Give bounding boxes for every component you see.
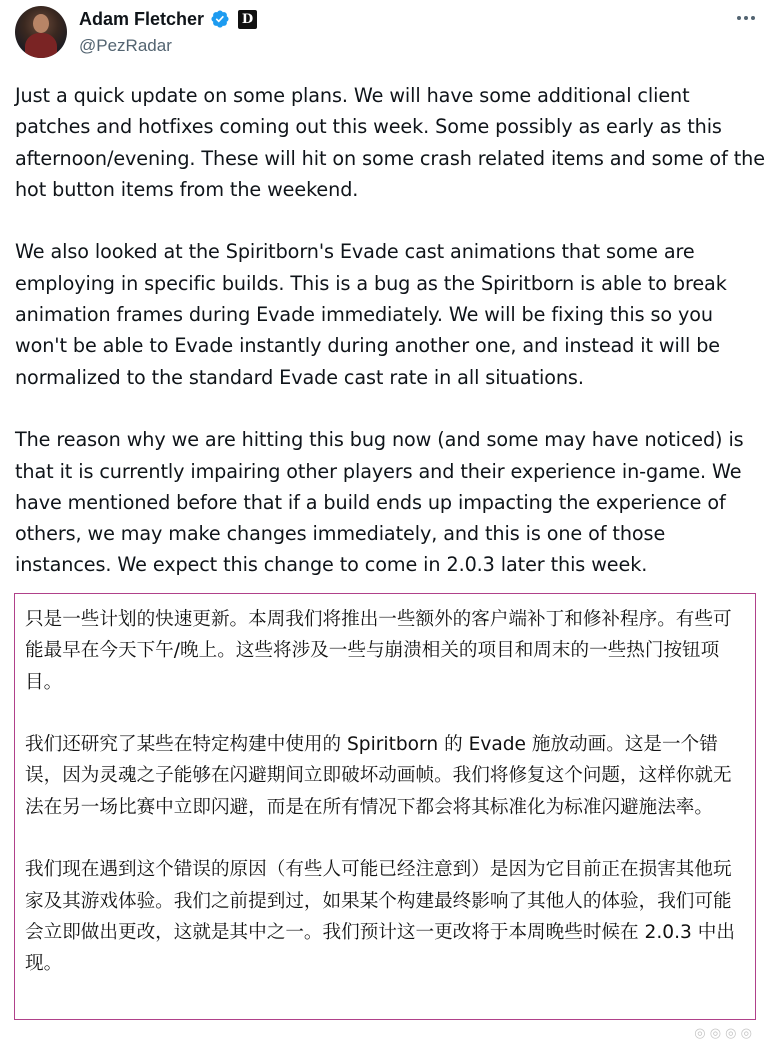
more-dot [737, 16, 741, 20]
translation-paragraph: 我们现在遇到这个错误的原因（有些人可能已经注意到）是因为它目前正在损害其他玩家及其游戏体验。我们之前提到过，如果某个构建最终影响了其他人的体验，我们可能会立即做出更改，这就是其中之一。我们预计这一更改将于本周晚些时候在 2.0.3 中出现。 [25, 859, 735, 975]
more-options-icon[interactable] [733, 8, 759, 28]
author-name[interactable]: Adam Fletcher [79, 8, 205, 29]
avatar-torso [25, 33, 57, 58]
watermark: ◎ ◎ ◎ ◎ [694, 1026, 752, 1041]
tweet-text [15, 80, 765, 581]
translation-paragraph: 我们还研究了某些在特定构建中使用的 Spiritborn 的 Evade 施放动画。这是一个错误，因为灵魂之子能够在闪避期间立即破坏动画帧。我们将修复这个问题，这样你就无法在另一场比赛中立即闪避，而是在所有情况下都会将其标准化为标准闪避施法率。 [25, 734, 732, 818]
more-dot [751, 16, 755, 20]
author-name-row [79, 7, 257, 31]
tweet-paragraph: We also looked at the Spiritborn's Evade cast animations that some are employing in specific builds. This is a bug as the Spiritborn is able to break animation frames during Evade immediately. We will be fixing this so you won't be able to Evade instantly during another one, and instead it will be normalized to the standard Evade cast rate in all situations. [15, 240, 727, 389]
avatar-head [33, 14, 49, 33]
translation-paragraph: 只是一些计划的快速更新。本周我们将推出一些额外的客户端补丁和修补程序。有些可能最早在今天下午/晚上。这些将涉及一些与崩溃相关的项目和周末的一些热门按钮项目。 [25, 609, 732, 693]
tweet-header [0, 0, 780, 70]
translation-box [14, 593, 756, 1020]
tweet-paragraph: Just a quick update on some plans. We will have some additional client patches and hotfixes coming out this week. Some possibly as early as this afternoon/evening. These will hit on some crash related items and some of the hot button items from the weekend. [15, 84, 765, 201]
author-handle[interactable]: @PezRadar [79, 36, 172, 55]
tweet-paragraph: The reason why we are hitting this bug now (and some may have noticed) is that it is currently impairing other players and their experience in-game. We have mentioned before that if a build ends up impacting the experience of others, we may make changes immediately, and this is one of those instances. We expect this change to come in 2.0.3 later this week. [15, 428, 744, 577]
more-dot [744, 16, 748, 20]
verified-badge-icon [210, 9, 230, 29]
affiliation-badge-icon[interactable]: D [238, 10, 257, 29]
avatar[interactable] [15, 6, 67, 58]
